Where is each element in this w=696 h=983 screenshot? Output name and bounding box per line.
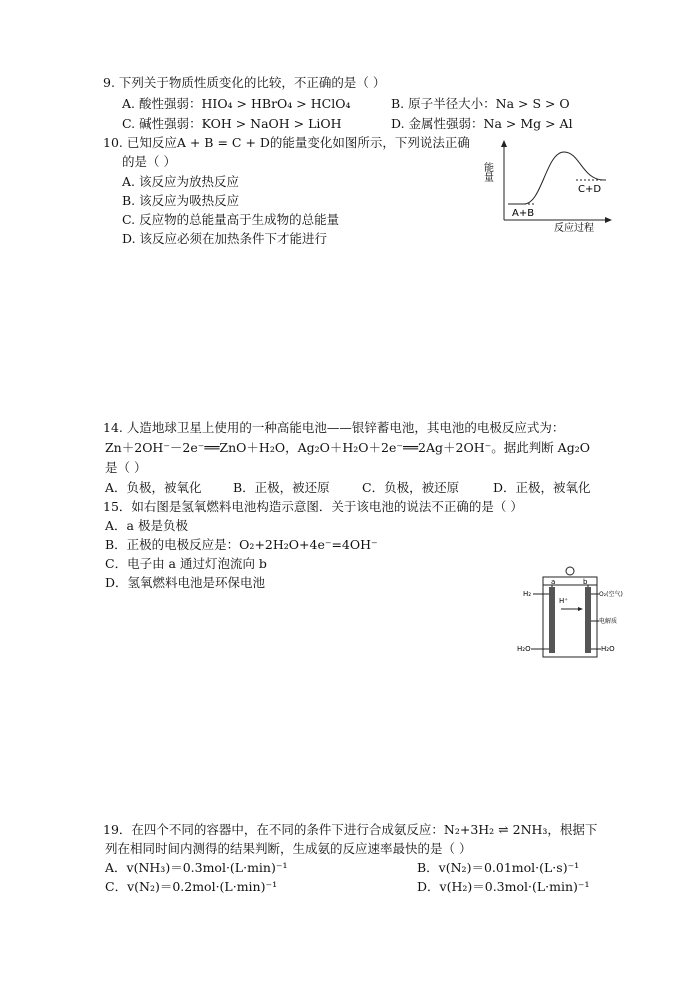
question-9-option-a: A. 酸性强弱：HIO₄ > HBrO₄ > HClO₄ <box>122 96 351 111</box>
energy-axis-label: 能量 <box>481 162 493 182</box>
product-label: C+D <box>578 184 602 195</box>
question-19-option-d: D．v(H₂)＝0.3mol·(L·min)⁻¹ <box>417 879 590 894</box>
question-15-option-d: D．氢氧燃料电池是环保电池 <box>105 575 266 590</box>
question-15-option-a: A．a 极是负极 <box>105 518 188 533</box>
question-14-option-c: C．负极，被还原 <box>362 480 460 495</box>
question-14-option-d: D．正极，被氧化 <box>493 480 591 495</box>
o2-input-label: O₂(空气) <box>599 591 623 598</box>
question-9-option-d: D. 金属性强弱：Na > Mg > Al <box>391 116 573 131</box>
question-14-stem-end: 是（ ） <box>105 460 147 475</box>
h2o-right-label: H₂O <box>601 645 615 653</box>
question-10-option-b: B. 该反应为吸热反应 <box>122 193 240 208</box>
h2o-left-label: H₂O <box>517 645 531 653</box>
question-14-option-b: B．正极，被还原 <box>233 480 330 495</box>
question-15-option-b: B．正极的电极反应是：O₂+2H₂O+4e⁻=4OH⁻ <box>105 537 378 552</box>
electrode-a-label: a <box>551 578 556 586</box>
question-19-option-c: C．v(N₂)＝0.2mol·(L·min)⁻¹ <box>105 879 278 894</box>
reactant-label: A+B <box>512 208 535 219</box>
electrode-b-label: b <box>583 578 588 586</box>
question-9-stem: 9. 下列关于物质性质变化的比较，不正确的是（ ） <box>103 75 386 90</box>
question-10-stem: 10. 已知反应A + B = C + D的能量变化如图所示，下列说法正确 <box>103 135 470 150</box>
question-9-option-b: B. 原子半径大小：Na > S > O <box>391 96 570 111</box>
question-14-option-a: A．负极，被氧化 <box>105 480 202 495</box>
hplus-label: H⁺ <box>559 597 568 605</box>
energy-diagram <box>481 140 614 234</box>
fuel-cell-diagram <box>515 563 633 665</box>
question-19-option-a: A．v(NH₃)＝0.3mol·(L·min)⁻¹ <box>105 860 288 875</box>
electrolyte-label: 电解质 <box>599 618 618 625</box>
h2-input-label: H₂ <box>523 590 532 598</box>
question-14-stem: 14. 人造地球卫星上使用的一种高能电池——银锌蓄电池，其电池的电极反应式为： <box>103 420 565 435</box>
question-10-stem-cont: 的是（ ） <box>122 154 176 169</box>
question-10-option-c: C. 反应物的总能量高于生成物的总能量 <box>122 212 340 227</box>
question-19-option-b: B．v(N₂)＝0.01mol·(L·s)⁻¹ <box>417 860 580 875</box>
question-9-option-c: C. 碱性强弱：KOH > NaOH > LiOH <box>122 116 342 131</box>
question-10-option-d: D. 该反应必须在加热条件下才能进行 <box>122 231 328 246</box>
question-15-option-c: C．电子由 a 通过灯泡流向 b <box>105 556 267 571</box>
question-14-equation: Zn＋2OH⁻－2e⁻══ZnO＋H₂O，Ag₂O＋H₂O＋2e⁻══2Ag＋2OH⁻。据此判断 Ag₂O <box>105 440 590 455</box>
question-15-stem: 15．如右图是氢氧燃料电池构造示意图．关于该电池的说法不正确的是（ ） <box>103 499 523 514</box>
reaction-axis-label: 反应过程 <box>554 223 594 234</box>
question-10-option-a: A. 该反应为放热反应 <box>122 174 239 189</box>
question-19-stem: 19．在四个不同的容器中，在不同的条件下进行合成氨反应：N₂+3H₂ ⇌ 2NH₃，根据下 <box>103 822 598 837</box>
question-19-stem-cont: 列在相同时间内测得的结果判断，生成氨的反应速率最快的是（ ） <box>105 841 472 856</box>
